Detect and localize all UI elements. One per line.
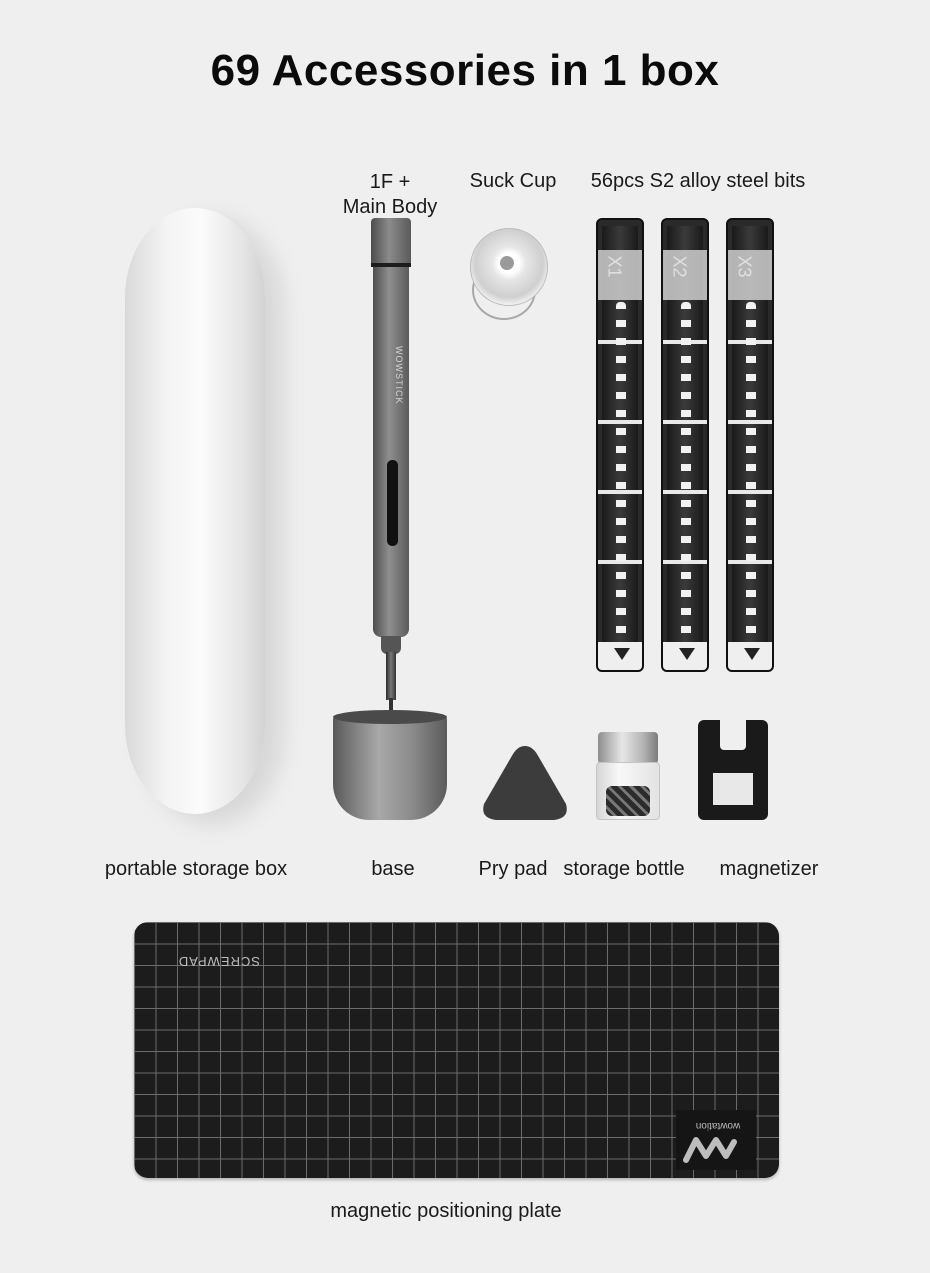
bits-label: 56pcs S2 alloy steel bits — [590, 170, 806, 192]
pry-pad-image — [480, 742, 570, 822]
bit-tube-x3-label: X3 — [734, 255, 755, 278]
screwdriver-brand: WOWSTICK — [394, 346, 404, 405]
page-title: 69 Accessories in 1 box — [210, 46, 720, 95]
plate-label: magnetic positioning plate — [330, 1200, 562, 1222]
bit-tube-x3 — [726, 218, 774, 672]
bit-tube-x1-label: X1 — [604, 255, 625, 278]
base-image — [333, 714, 447, 820]
magnetizer-label: magnetizer — [719, 858, 819, 880]
screwdriver-cap — [371, 218, 411, 266]
portable-storage-box-image — [125, 208, 265, 814]
base-label: base — [371, 858, 415, 880]
magnetizer-notch — [720, 720, 746, 750]
suck-cup-label: Suck Cup — [469, 170, 557, 192]
screwdriver-indicator — [387, 460, 398, 546]
wowstick-logo-icon — [680, 1132, 740, 1166]
plate-logo-text: wowtation — [695, 1120, 741, 1131]
base-top — [333, 710, 447, 724]
plate-brand: SCREWPAD — [177, 954, 260, 969]
storage-bottle-screws — [606, 786, 650, 816]
screwdriver-shaft — [386, 652, 396, 700]
main-body-label-line1: 1F + — [369, 171, 411, 193]
magnetizer-window — [708, 768, 758, 810]
storage-bottle-cap — [598, 732, 658, 764]
pry-pad-label: Pry pad — [478, 858, 548, 880]
bit-tube-x1 — [596, 218, 644, 672]
main-body-label — [330, 170, 450, 220]
suck-cup-knob — [500, 256, 514, 270]
bit-tube-x2-label: X2 — [669, 255, 690, 278]
storage-bottle-label: storage bottle — [563, 858, 685, 880]
storage-box-label: portable storage box — [104, 858, 288, 880]
main-body-label-line2: Main Body — [342, 196, 438, 218]
bit-tube-x2 — [661, 218, 709, 672]
